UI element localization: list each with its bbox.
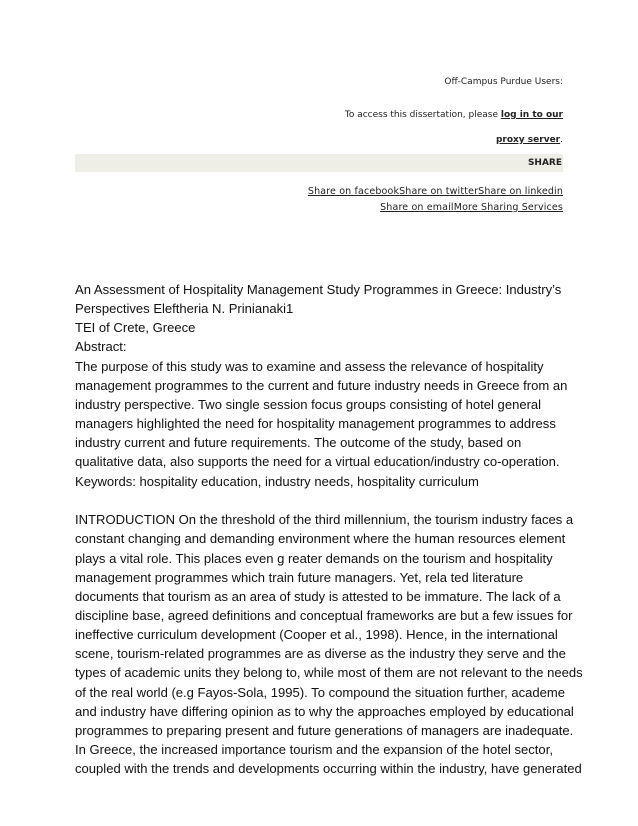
off-campus-label: Off-Campus Purdue Users:	[444, 77, 563, 87]
share-linkedin-link[interactable]: Share on linkedin	[478, 186, 563, 197]
share-button[interactable]: SHARE	[527, 158, 562, 168]
more-sharing-link[interactable]: More Sharing Services	[453, 202, 563, 213]
abstract-line: qualitative data, also supports the need for a virtual education/industry co-operation.	[75, 454, 560, 470]
access-prefix: To access this dissertation, please	[344, 110, 501, 120]
article-body	[75, 280, 583, 778]
paragraph-gap	[75, 491, 565, 511]
proxy-line	[496, 135, 563, 145]
abstract-line: industry current and future requirements. The outcome of the study, based on	[75, 435, 522, 451]
intro-line: INTRODUCTION On the threshold of the third millennium, the tourism industry faces a	[75, 512, 574, 528]
intro-line: management programmes which train future managers. Yet, rela ted literature	[75, 569, 524, 585]
affiliation: TEI of Crete, Greece	[75, 320, 196, 336]
share-links-row-1	[308, 184, 563, 200]
intro-line: ineffective curriculum development (Cooper et al., 1998). Hence, in the international	[75, 627, 558, 643]
intro-line: In Greece, the increased importance tourism and the expansion of the hotel sector,	[75, 742, 553, 758]
intro-line: coupled with the trends and developments occurring within the industry, have generated	[75, 761, 582, 777]
intro-line: and industry have differing opinion as to why the approaches employed by educational	[75, 703, 574, 719]
intro-line: plays a vital role. This places even g reater demands on the tourism and hospitality	[75, 550, 553, 566]
abstract-heading: Abstract:	[75, 339, 127, 355]
proxy-server-link[interactable]: proxy server	[495, 135, 561, 145]
article-title-line-2: Perspectives Eleftheria N. Prinianaki1	[75, 301, 294, 317]
proxy-suffix: .	[560, 135, 563, 145]
intro-line: types of academic units they belong to, while most of them are not relevant to the needs	[75, 665, 583, 681]
intro-line: of the real world (e.g Fayos-Sola, 1995). To compound the situation further, academe	[75, 684, 566, 700]
share-email-link[interactable]: Share on email	[380, 202, 454, 213]
share-facebook-link[interactable]: Share on facebook	[307, 186, 400, 197]
intro-line: scene, tourism-related programmes are as diverse as the industry they serve and the	[75, 646, 566, 662]
intro-line: documents that tourism as an area of study is attested to be immature. The lack of a	[75, 588, 561, 604]
login-link[interactable]: log in to our	[500, 110, 563, 120]
article-title-line-1: An Assessment of Hospitality Management Study Programmes in Greece: Industry’s	[75, 282, 562, 297]
intro-line: discipline base, agreed definitions and conceptual frameworks are but a few issues for	[75, 608, 573, 623]
keywords: Keywords: hospitality education, industry needs, hospitality curriculum	[75, 473, 479, 489]
intro-line: programmes to preparing present and future generations of managers are inadequate.	[75, 722, 574, 738]
share-bar	[75, 154, 563, 172]
share-links	[308, 184, 563, 216]
abstract-line: The purpose of this study was to examine and assess the relevance of hospitality	[75, 358, 544, 374]
share-twitter-link[interactable]: Share on twitter	[399, 186, 479, 197]
abstract-line: industry perspective. Two single session focus groups consisting of hotel general	[75, 396, 542, 412]
abstract-line: management programmes to the current and future industry needs in Greece from an	[75, 377, 568, 393]
abstract-line: managers highlighted the need for hospitality management programmes to address	[75, 416, 556, 432]
access-notice	[345, 110, 563, 120]
intro-line: constant changing and demanding environment where the human resources element	[75, 531, 566, 547]
share-links-row-2	[308, 200, 563, 216]
